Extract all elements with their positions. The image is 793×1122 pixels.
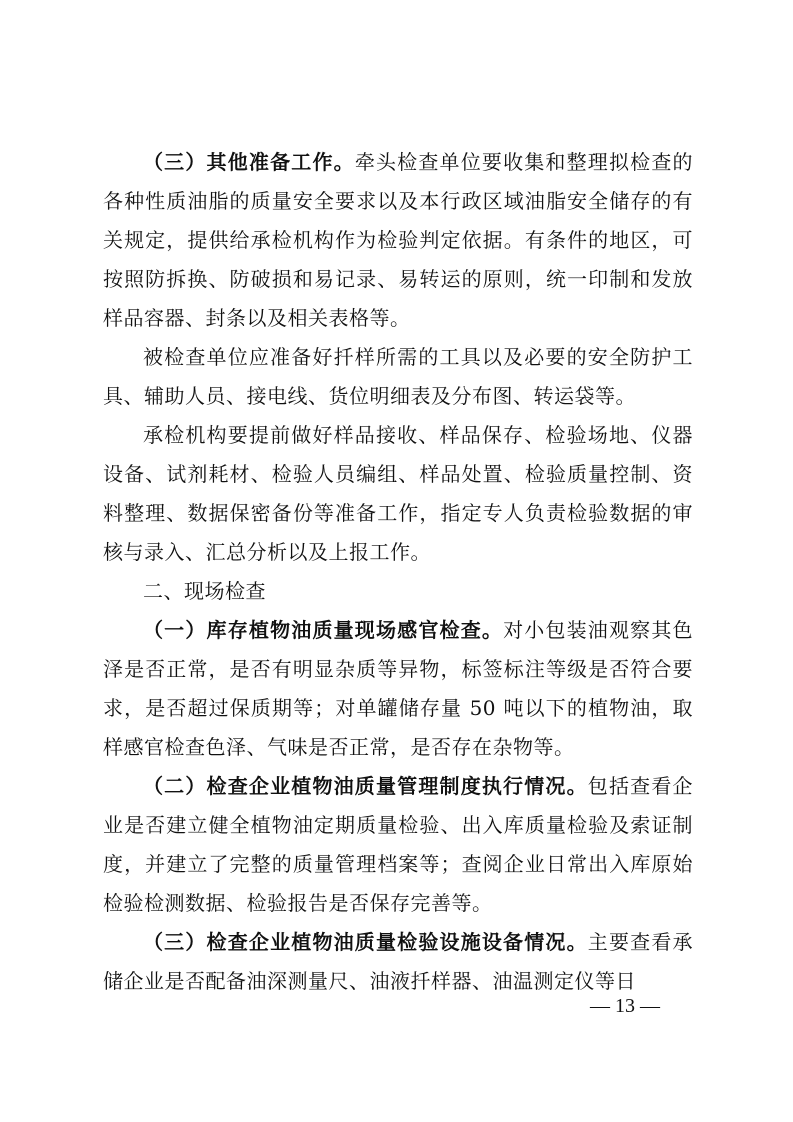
- paragraph-heading: （三）检查企业植物油质量检验设施设备情况。: [143, 930, 588, 954]
- paragraph-text: 对小包装油观察其色泽是否正常，是否有明显杂质等异物，标签标注等级是否符合要求，是否超过保质期等；对单罐储存量 50 吨以下的植物油，取样感官检查色泽、气味是否正常，是否存在杂物等。: [103, 618, 694, 759]
- paragraph-text: 牵头检查单位要收集和整理拟检查的各种性质油脂的质量安全要求以及本行政区域油脂安全储存的有关规定，提供给承检机构作为检验判定依据。有条件的地区，可按照防拆换、防破损和易记录、易转运的原则，统一印制和发放样品容器、封条以及相关表格等。: [103, 150, 694, 330]
- section-title-onsite-inspection: 二、现场检查: [143, 579, 266, 603]
- paragraph-heading: （二）检查企业植物油质量管理制度执行情况。: [143, 774, 588, 798]
- paragraph-other-preparation: [103, 143, 693, 338]
- paragraph-inspected-unit: [103, 338, 693, 416]
- paragraph-text: 承检机构要提前做好样品接收、样品保存、检验场地、仪器设备、试剂耗材、检验人员编组、样品处置、检验质量控制、资料整理、数据保密备份等准备工作，指定专人负责检验数据的审核与录入、汇总分析以及上报工作。: [103, 423, 693, 564]
- paragraph-text: 包括查看企业是否建立健全植物油定期质量检验、出入库质量检验及索证制度，并建立了完整的质量管理档案等；查阅企业日常出入库原始检验检测数据、检验报告是否保存完善等。: [103, 774, 694, 915]
- paragraph-quality-management: [103, 767, 693, 923]
- paragraph-testing-agency: [103, 416, 693, 572]
- paragraph-sensory-inspection: [103, 611, 693, 767]
- paragraph-heading: （一）库存植物油质量现场感官检查。: [143, 618, 504, 642]
- paragraph-text: 被检查单位应准备好扦样所需的工具以及必要的安全防护工具、辅助人员、接电线、货位明细表及分布图、转运袋等。: [103, 345, 693, 408]
- paragraph-testing-equipment: [103, 923, 693, 1001]
- page-number: — 13 —: [590, 995, 660, 1017]
- document-body: [103, 143, 693, 1001]
- paragraph-text: 主要查看承储企业是否配备油深测量尺、油液扦样器、油温测定仪等日: [103, 930, 694, 993]
- paragraph-heading: （三）其他准备工作。: [143, 150, 355, 174]
